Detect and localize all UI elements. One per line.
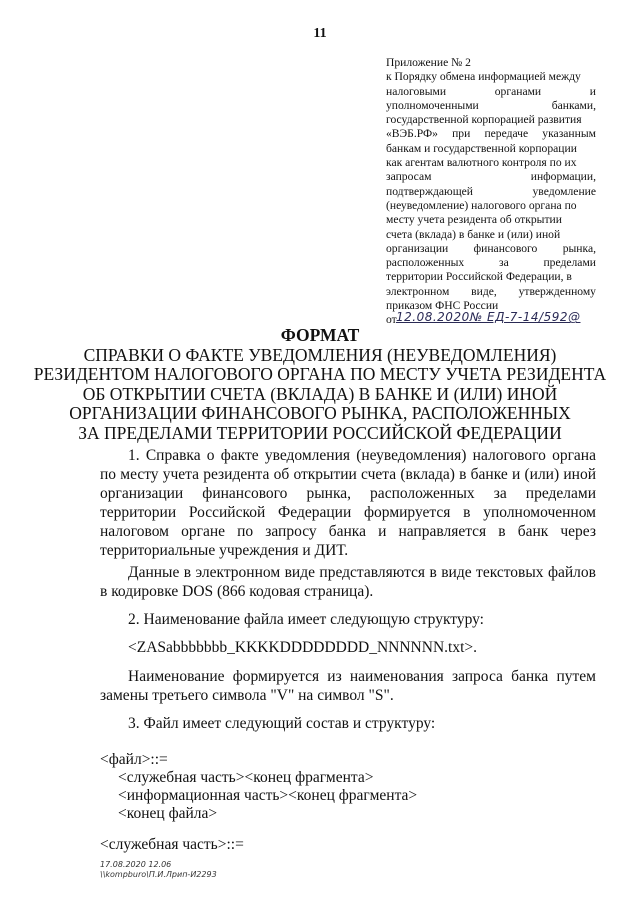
code-service-part: <служебная часть><конец фрагмента> [118, 769, 374, 786]
appendix-word: рынка, [562, 241, 596, 255]
appendix-line [386, 185, 596, 199]
appendix-word: налоговыми [386, 84, 447, 98]
appendix-line [386, 127, 596, 141]
appendix-word: запросам [386, 170, 432, 184]
filename-pattern: <ZASabbbbbbb_KKKKDDDDDDDD_NNNNNN.txt>. [128, 639, 477, 656]
appendix-line [386, 242, 596, 256]
appendix-word: подтверждающей [386, 184, 473, 198]
title-line-5: ЗА ПРЕДЕЛАМИ ТЕРРИТОРИИ РОССИЙСКОЙ ФЕДЕРАЦИИ [78, 422, 562, 443]
appendix-word: при [452, 127, 471, 141]
paragraph-1: 1. Справка о факте уведомления (неуведомления) налогового органа по месту учета резидента об открытии счета (вклада) в банке и (или) иной организации финансового рынка, расположенных за пределами территории Российской Федерации формируется в уполномоченном налоговом органе по запросу банка и направляется в банк через территориальные учреждения и ДИТ. [100, 447, 596, 559]
appendix-line [386, 99, 596, 113]
appendix-word: уведомление [532, 184, 596, 198]
appendix-word: и [589, 84, 596, 98]
appendix-word: «ВЭБ.РФ» [386, 127, 438, 141]
appendix-word: банками, [551, 98, 596, 112]
appendix-header [386, 56, 596, 328]
document-title [0, 326, 640, 443]
appendix-line: к Порядку обмена информацией между [386, 70, 581, 84]
appendix-line [386, 256, 596, 270]
code-file-def: <файл>::= [100, 751, 168, 768]
appendix-word: организации [386, 241, 449, 255]
order-prefix: от [386, 313, 397, 327]
footer-stamp [100, 860, 217, 880]
title-line-1: СПРАВКИ О ФАКТЕ УВЕДОМЛЕНИЯ (НЕУВЕДОМЛЕНИЯ) [83, 344, 557, 365]
appendix-line: (неуведомление) налогового органа по [386, 198, 577, 212]
appendix-word: утвержденному [518, 284, 596, 298]
code-service-def: <служебная часть>::= [100, 836, 244, 853]
paragraph-6: 3. Файл имеет следующий состав и структуру: [128, 715, 436, 732]
paragraph-2: Данные в электронном виде представляются в виде текстовых файлов в кодировке DOS (866 кодовая страница). [100, 564, 596, 600]
appendix-word: виде, [471, 284, 497, 298]
code-file-end: <конец файла> [118, 805, 218, 822]
appendix-line: банкам и государственной корпорации [386, 141, 577, 155]
appendix-word: информации, [530, 170, 596, 184]
appendix-word: уполномоченными [386, 98, 479, 112]
appendix-line [386, 285, 596, 299]
title-line-3: ОБ ОТКРЫТИИ СЧЕТА (ВКЛАДА) В БАНКЕ И (ИЛИ) ИНОЙ [82, 383, 558, 404]
paragraph-5: Наименование формируется из наименования запроса банка путем замены третьего символа "V" на символ "S". [100, 668, 596, 704]
appendix-word: пределами [543, 256, 596, 270]
appendix-line: государственной корпорацией развития [386, 113, 582, 127]
appendix-line [386, 170, 596, 184]
footer-path: \\kompburo\П.И.Лрип-И2293 [100, 870, 217, 879]
appendix-line: месту учета резидента об открытии [386, 213, 562, 227]
appendix-word: расположенных [386, 256, 465, 270]
handwritten-order-number: 12.08.2020№ ЕД-7-14/592@ [396, 310, 581, 325]
appendix-word: электронном [386, 284, 450, 298]
title-line-4: ОРГАНИЗАЦИИ ФИНАНСОВОГО РЫНКА, РАСПОЛОЖЕННЫХ [69, 403, 571, 423]
appendix-line [386, 85, 596, 99]
appendix-line: как агентам валютного контроля по их [386, 156, 577, 170]
paragraph-3: 2. Наименование файла имеет следующую структуру: [128, 611, 484, 628]
appendix-word: передаче [484, 127, 529, 141]
title-line-2: РЕЗИДЕНТОМ НАЛОГОВОГО ОРГАНА ПО МЕСТУ УЧЕТА РЕЗИДЕНТА [33, 364, 607, 384]
footer-date: 17.08.2020 12.06 [100, 860, 172, 869]
appendix-line: Приложение № 2 [386, 56, 471, 69]
code-info-part: <информационная часть><конец фрагмента> [118, 787, 418, 804]
title-format: ФОРМАТ [280, 325, 360, 345]
appendix-line: территории Российской Федерации, в [386, 270, 572, 284]
appendix-word: органами [494, 84, 542, 98]
appendix-word: за [498, 256, 509, 270]
appendix-line: приказом ФНС России [386, 299, 499, 313]
appendix-word: указанным [542, 127, 596, 141]
appendix-line: счета (вклада) в банке и (или) иной [386, 227, 561, 241]
page-number: 11 [313, 26, 327, 41]
appendix-word: финансового [473, 241, 538, 255]
